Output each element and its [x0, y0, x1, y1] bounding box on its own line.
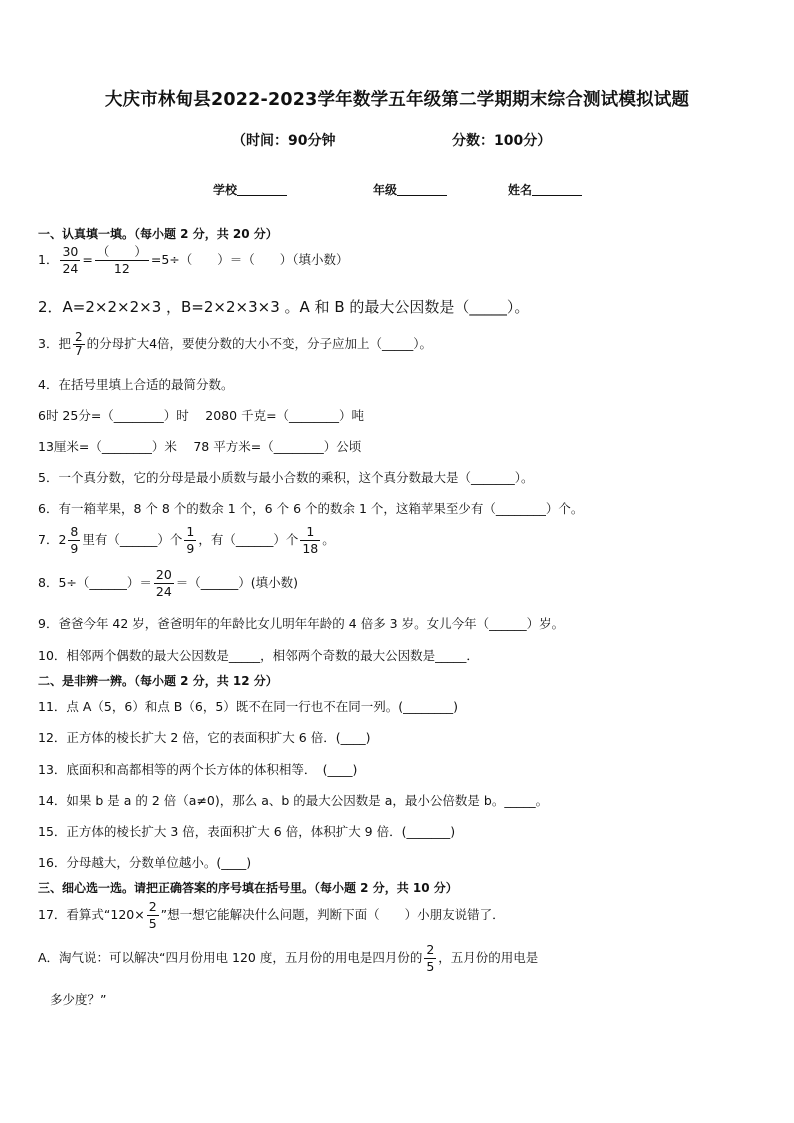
q7-f1-den: 9 — [70, 541, 79, 556]
q8-f-den: 24 — [155, 584, 172, 599]
question-11: 11．点 A（5，6）和点 B（6，5）既不在同一行也不在同一列。(________) — [38, 699, 459, 714]
question-8 — [38, 567, 298, 600]
name-blank[interactable] — [532, 183, 582, 196]
name-label: 姓名 — [508, 183, 533, 197]
option-a-text-a: A．淘气说：可以解决“四月份用电 120 度，五月份的用电是四月份的 — [38, 950, 423, 965]
q8-text-b: ＝（______）(填小数) — [175, 575, 299, 590]
question-14: 14．如果 b 是 a 的 2 倍（a≠0)，那么 a、b 的最大公因数是 a，最小公倍数是 b。_____。 — [38, 793, 549, 808]
option-a-line-2: 多少度？” — [50, 992, 107, 1007]
question-5: 5．一个真分数，它的分母是最小质数与最小合数的乘积，这个真分数最大是（_______）。 — [38, 470, 534, 485]
q17-f-den: 5 — [148, 916, 157, 931]
q1-equals: = — [82, 252, 93, 267]
q3-f-den: 7 — [74, 344, 83, 358]
q17-text-b: ”想一想它能解决什么问题，判断下面（ ）小朋友说错了． — [160, 907, 505, 922]
q7-fraction-2 — [184, 524, 196, 557]
grade-label: 年级 — [373, 183, 398, 197]
grade-field — [373, 181, 447, 198]
q3-f-num: 2 — [74, 330, 83, 344]
score-label: 分数：100分） — [452, 133, 552, 149]
school-label: 学校 — [213, 183, 238, 197]
q3-text-a: 3．把 — [38, 336, 71, 351]
question-4-line-1: 6时 25分=（________）时 2080 千克=（________）吨 — [38, 408, 365, 423]
question-6: 6．有一箱苹果，8 个 8 个的数余 1 个，6 个 6 个的数余 1 个，这箱苹果至少有（________）个。 — [38, 501, 584, 516]
q7-f2-num: 1 — [186, 524, 195, 539]
question-12: 12．正方体的棱长扩大 2 倍，它的表面积扩大 6 倍．(____) — [38, 730, 371, 745]
q17-fraction — [147, 899, 159, 932]
question-1 — [38, 244, 349, 277]
q8-text-a: 8．5÷（______）＝ — [38, 575, 152, 590]
q7-f2-den: 9 — [186, 541, 195, 556]
q7-fraction-3 — [300, 524, 320, 557]
page-title: 大庆市林甸县2022-2023学年数学五年级第二学期期末综合测试模拟试题 — [104, 90, 690, 110]
option-a — [38, 942, 538, 975]
q7-f3-den: 18 — [302, 541, 319, 556]
q7-text-d: 。 — [322, 532, 335, 547]
q1-f2-den: 12 — [113, 261, 130, 276]
name-field — [508, 181, 582, 198]
q3-fraction — [73, 331, 85, 358]
time-label: （时间：90分钟 — [232, 133, 336, 149]
question-13: 13．底面积和高都相等的两个长方体的体积相等． (____) — [38, 762, 358, 777]
question-7 — [38, 524, 335, 557]
section-1-heading: 一、认真填一填。（每小题 2 分，共 20 分） — [38, 227, 278, 241]
q7-fraction-1 — [68, 524, 80, 557]
q1-tail: =5÷（ ）＝（ ）（填小数） — [150, 252, 349, 267]
q17-text-a: 17．看算式“120× — [38, 907, 145, 922]
q1-fraction-2 — [95, 244, 149, 277]
q3-text-b: 的分母扩大4倍，要使分数的大小不变，分子应加上（_____）。 — [86, 336, 433, 351]
question-9: 9．爸爸今年 42 岁，爸爸明年的年龄比女儿明年年龄的 4 倍多 3 岁。女儿今年（______）岁。 — [38, 616, 565, 631]
school-field — [213, 181, 287, 198]
q1-f1-num: 30 — [62, 244, 79, 259]
q1-number: 1． — [38, 252, 59, 267]
section-3-heading: 三、细心选一选。请把正确答案的序号填在括号里。（每小题 2 分，共 10 分） — [38, 881, 458, 895]
section-2-heading: 二、是非辨一辨。（每小题 2 分，共 12 分） — [38, 674, 278, 688]
question-15: 15．正方体的棱长扩大 3 倍，表面积扩大 6 倍，体积扩大 9 倍．(_______) — [38, 824, 456, 839]
q1-f1-den: 24 — [62, 261, 79, 276]
q7-text-a: 7．2 — [38, 532, 67, 547]
q8-fraction — [154, 567, 174, 600]
question-3 — [38, 331, 432, 358]
q7-f1-num: 8 — [70, 524, 79, 539]
q17-f-num: 2 — [148, 899, 157, 914]
school-blank[interactable] — [237, 183, 287, 196]
q7-f3-num: 1 — [300, 524, 320, 541]
option-a-fraction — [424, 942, 436, 975]
q7-text-b: 里有（______）个 — [82, 532, 183, 547]
option-a-text-b: ，五月份的用电是 — [438, 950, 539, 965]
q1-fraction-1 — [60, 244, 80, 277]
question-10: 10．相邻两个偶数的最大公因数是_____，相邻两个奇数的最大公因数是_____． — [38, 648, 479, 663]
question-4: 4．在括号里填上合适的最简分数。 — [38, 377, 234, 392]
q7-text-c: ，有（______）个 — [198, 532, 299, 547]
q8-f-num: 20 — [155, 567, 172, 582]
grade-blank[interactable] — [397, 183, 447, 196]
option-a-f-den: 5 — [426, 959, 435, 974]
question-17 — [38, 899, 505, 932]
question-16: 16．分母越大，分数单位越小。(____) — [38, 855, 252, 870]
option-a-f-num: 2 — [426, 942, 435, 957]
q1-f2-num: （ ） — [96, 244, 147, 259]
question-2: 2．A=2×2×2×3 ，B=2×2×3×3 。A 和 B 的最大公因数是（_____）。 — [38, 298, 530, 316]
question-4-line-2: 13厘米=（________）米 78 平方米=（________）公顷 — [38, 439, 362, 454]
